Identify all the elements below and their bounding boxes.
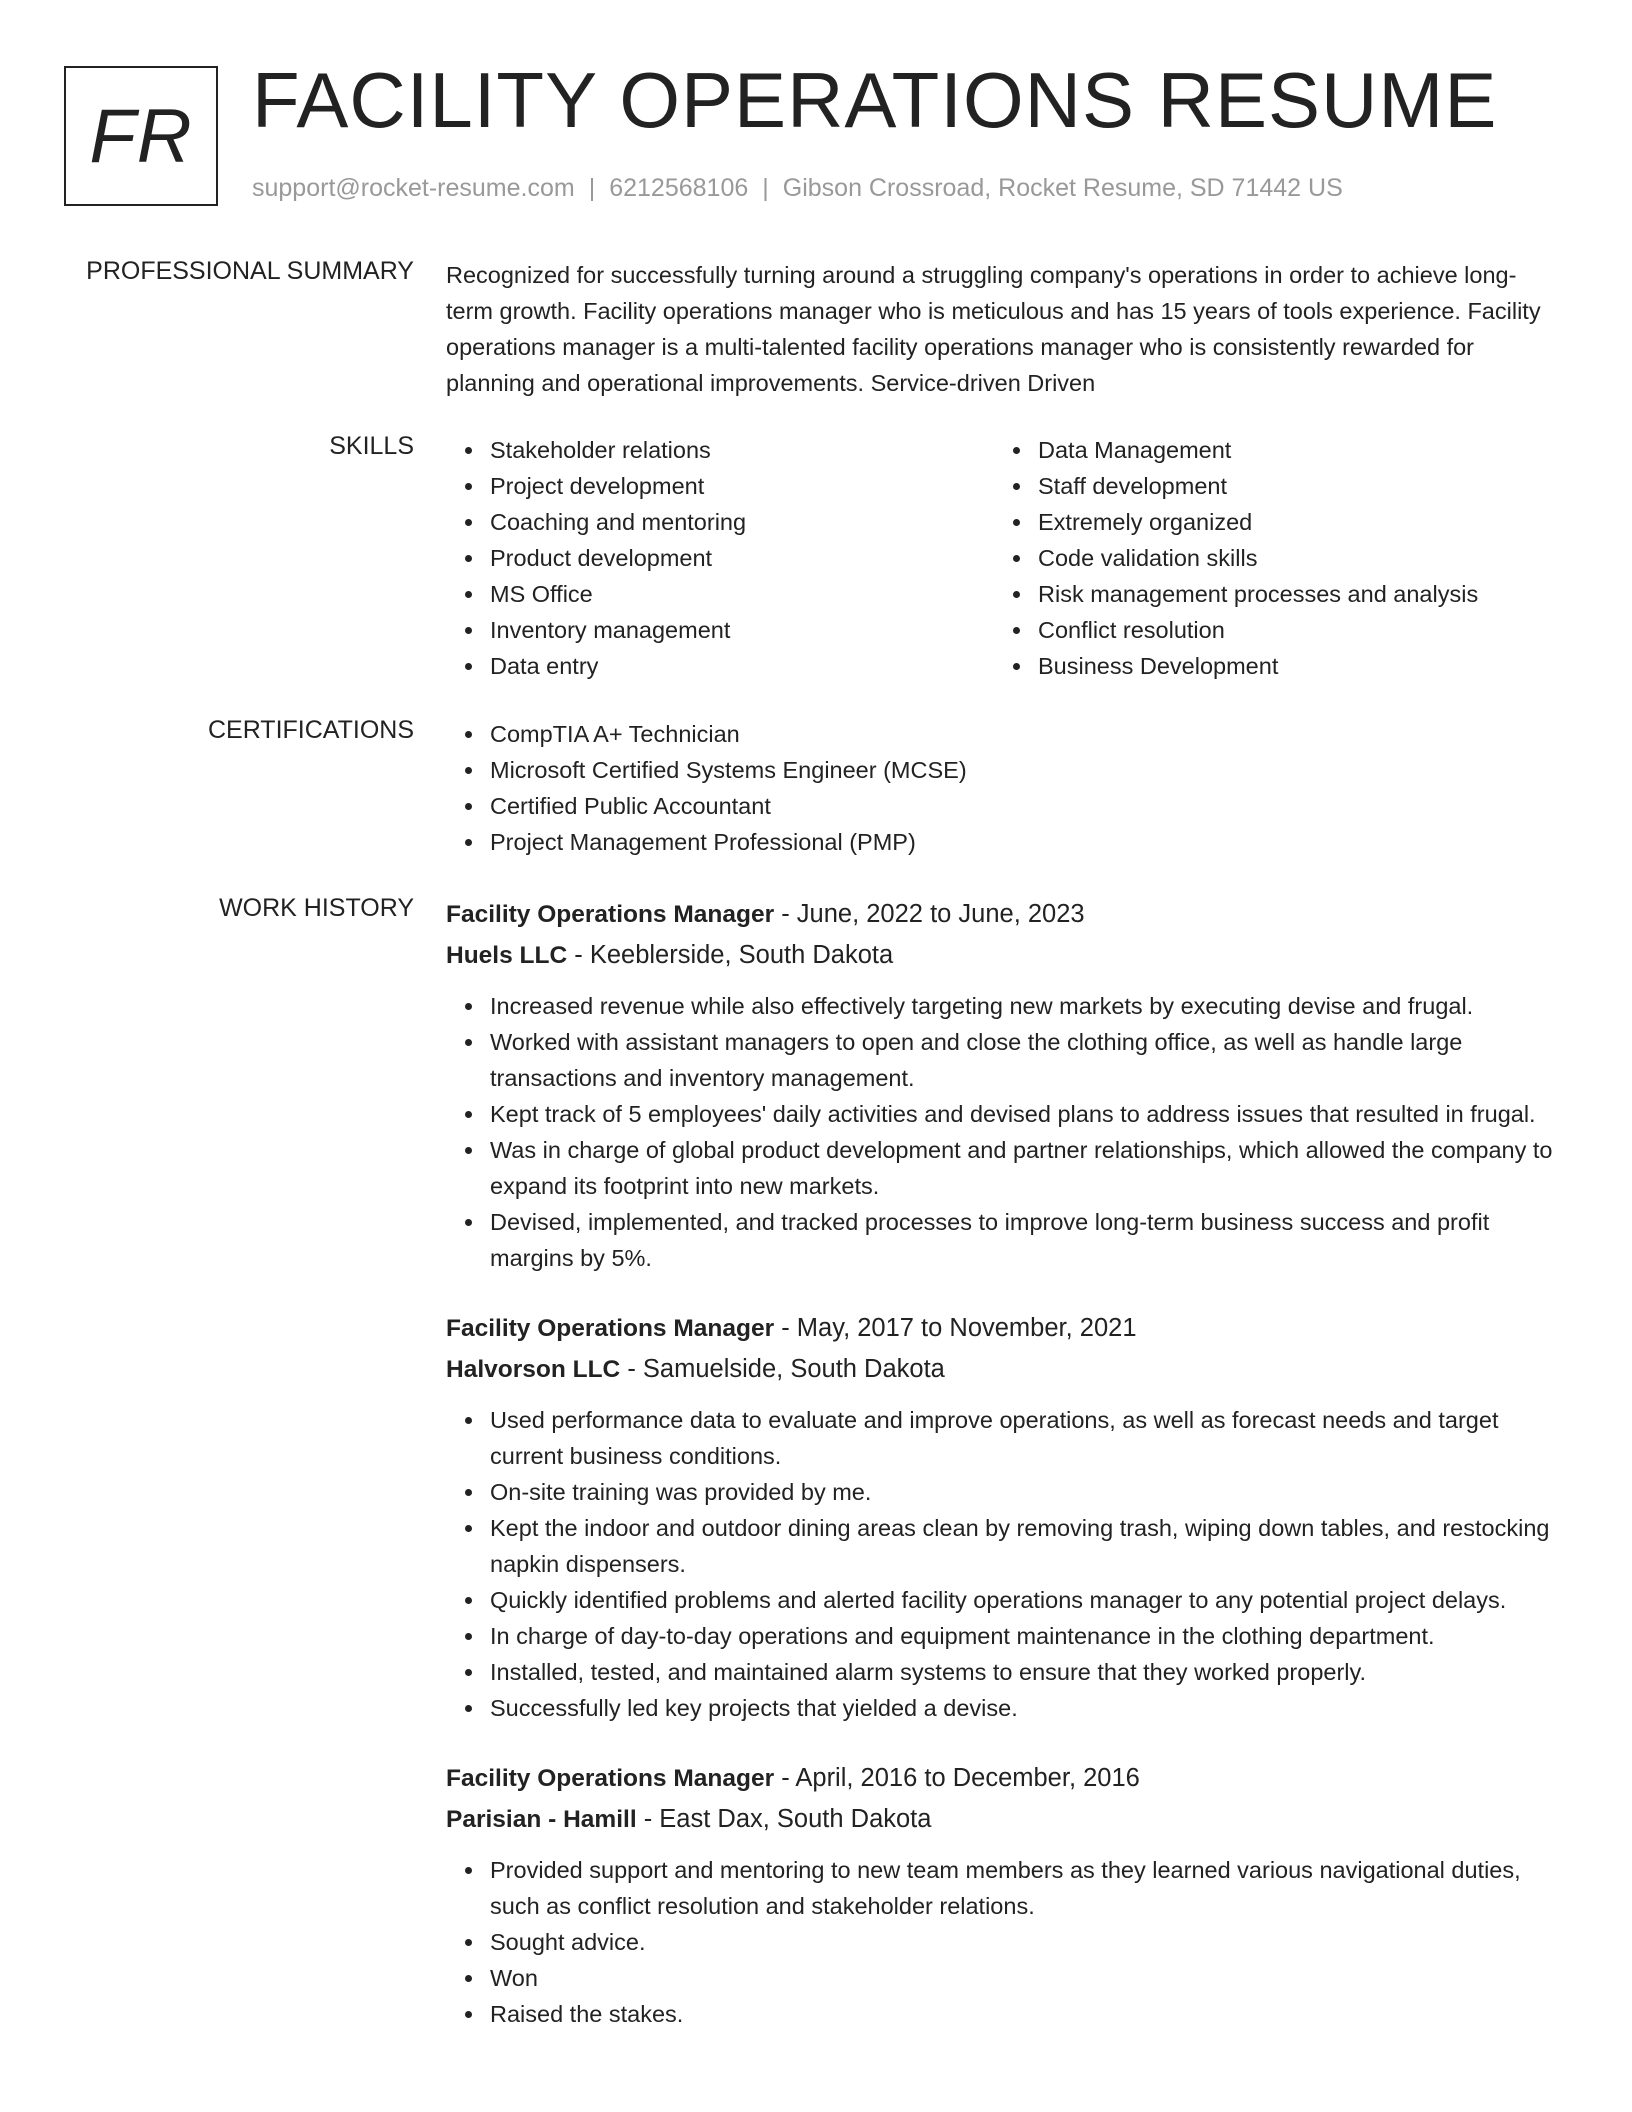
skill-item: Staff development [1038, 468, 1542, 504]
job-duty-item: Provided support and mentoring to new team members as they learned various navigational duties, such as conflict resolution and stakeholder relations. [490, 1852, 1556, 1924]
job-company: Huels LLC [446, 942, 568, 969]
summary-text: Recognized for successfully turning around a struggling company's operations in order to achieve long-term growth. Facility operations manager who is meticulous and has 15 years of tools experience. Facility operations manager is a multi-talented facility operations manager who is consistently rewarded for planning and operational improvements. Service-driven Driven [446, 262, 1541, 396]
job-duty-item: Sought advice. [490, 1924, 1556, 1960]
skill-item: Extremely organized [1038, 504, 1542, 540]
certification-item: Certified Public Accountant [490, 788, 1556, 824]
job-company: Halvorson LLC [446, 1356, 621, 1383]
skills-list-left [446, 432, 994, 684]
job-duties-list [446, 1402, 1556, 1726]
monogram-box [64, 66, 218, 206]
job-title: Facility Operations Manager [446, 1315, 775, 1342]
skill-item: Risk management processes and analysis [1038, 576, 1542, 612]
skills-grid [446, 432, 1556, 684]
job-duties-list [446, 988, 1556, 1276]
skills-heading: SKILLS [329, 432, 414, 460]
skill-item: Coaching and mentoring [490, 504, 994, 540]
job-dates: - April, 2016 to December, 2016 [774, 1764, 1140, 1792]
job-dates: - June, 2022 to June, 2023 [774, 900, 1085, 928]
certifications-heading: CERTIFICATIONS [207, 716, 414, 744]
job-location: - Keeblerside, South Dakota [567, 941, 894, 969]
job-duty-item: Was in charge of global product development and partner relationships, which allowed the company to expand its footprint into new markets. [490, 1132, 1556, 1204]
job-duty-item: Won [490, 1960, 1556, 1996]
job-duty-item: Kept track of 5 employees' daily activities and devised plans to address issues that resulted in frugal. [490, 1096, 1556, 1132]
job-duty-item: Devised, implemented, and tracked processes to improve long-term business success and profit margins by 5%. [490, 1204, 1556, 1276]
skills-body [446, 432, 1556, 684]
certifications-list [446, 716, 1556, 860]
job-duty-item: Quickly identified problems and alerted facility operations manager to any potential project delays. [490, 1582, 1556, 1618]
skill-item: MS Office [490, 576, 994, 612]
skills-column-right [994, 432, 1542, 684]
job-duty-item: Successfully led key projects that yielded a devise. [490, 1690, 1556, 1726]
skill-item: Inventory management [490, 612, 994, 648]
contact-address: Gibson Crossroad, Rocket Resume, SD 71442 US [782, 174, 1343, 202]
job-company-line [446, 1799, 1556, 1840]
job-title-line [446, 894, 1556, 935]
skill-item: Code validation skills [1038, 540, 1542, 576]
skill-item: Project development [490, 468, 994, 504]
skill-item: Business Development [1038, 648, 1542, 684]
monogram-initials: FR [89, 93, 193, 179]
job-entry [446, 1758, 1556, 2032]
job-duty-item: Increased revenue while also effectively targeting new markets by executing devise and frugal. [490, 988, 1556, 1024]
job-duties-list [446, 1852, 1556, 2032]
job-title-line [446, 1308, 1556, 1349]
contact-separator: | [762, 174, 769, 202]
skill-item: Stakeholder relations [490, 432, 994, 468]
certifications-body [446, 716, 1556, 860]
job-duty-item: Used performance data to evaluate and improve operations, as well as forecast needs and target current business conditions. [490, 1402, 1556, 1474]
skill-item: Conflict resolution [1038, 612, 1542, 648]
job-company-line [446, 1349, 1556, 1390]
skills-list-right [994, 432, 1542, 684]
job-location: - Samuelside, South Dakota [620, 1355, 945, 1383]
job-entry [446, 1308, 1556, 1726]
skill-item: Data Management [1038, 432, 1542, 468]
summary-heading: PROFESSIONAL SUMMARY [86, 257, 414, 285]
job-duty-item: In charge of day-to-day operations and equipment maintenance in the clothing department. [490, 1618, 1556, 1654]
contact-separator: | [588, 174, 596, 202]
job-duty-item: Installed, tested, and maintained alarm systems to ensure that they worked properly. [490, 1654, 1556, 1690]
job-company-line [446, 935, 1556, 976]
job-title: Facility Operations Manager [446, 901, 775, 928]
skill-item: Product development [490, 540, 994, 576]
work-history-heading: WORK HISTORY [219, 894, 414, 922]
job-dates: - May, 2017 to November, 2021 [774, 1314, 1137, 1342]
job-duty-item: Worked with assistant managers to open and close the clothing office, as well as handle large transactions and inventory management. [490, 1024, 1556, 1096]
summary-body [446, 257, 1556, 401]
contact-email: support@rocket-resume.com [252, 174, 575, 202]
contact-phone: 6212568106 [609, 174, 749, 202]
resume-title: FACILITY OPERATIONS RESUME [252, 56, 1498, 144]
contact-line [252, 174, 1343, 203]
job-duty-item: On-site training was provided by me. [490, 1474, 1556, 1510]
skill-item: Data entry [490, 648, 994, 684]
job-location: - East Dax, South Dakota [636, 1805, 932, 1833]
job-duty-item: Raised the stakes. [490, 1996, 1556, 2032]
job-duty-item: Kept the indoor and outdoor dining areas clean by removing trash, wiping down tables, and restocking napkin dispensers. [490, 1510, 1556, 1582]
certification-item: CompTIA A+ Technician [490, 716, 1556, 752]
skills-column-left [446, 432, 994, 684]
certification-item: Microsoft Certified Systems Engineer (MCSE) [490, 752, 1556, 788]
job-title-line [446, 1758, 1556, 1799]
job-company: Parisian - Hamill [446, 1806, 637, 1833]
certification-item: Project Management Professional (PMP) [490, 824, 1556, 860]
job-title: Facility Operations Manager [446, 1765, 775, 1792]
work-history-body [446, 894, 1556, 2064]
job-entry [446, 894, 1556, 1276]
